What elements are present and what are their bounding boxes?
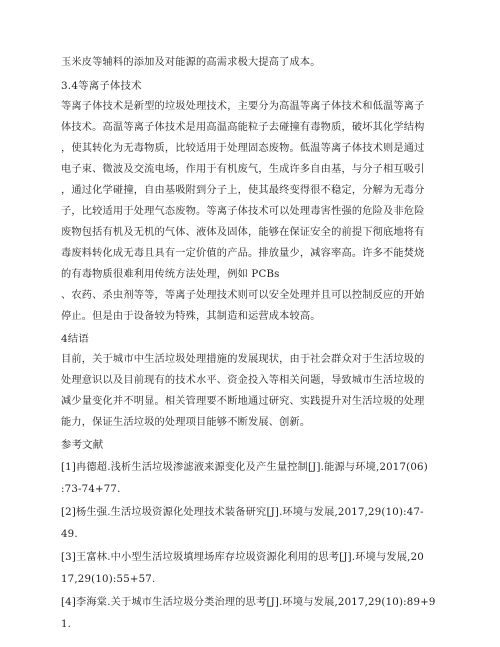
text-line: 停止。但是由于设备较为特殊，其制造和运营成本较高。 xyxy=(61,311,321,322)
text-line: 、农药、杀虫剂等等，等离子处理技术则可以安全处理并且可以控制反应的开始 xyxy=(61,290,425,301)
text-line: 电子束、微波及交流电场，作用于有机废气，生成许多自由基，与分子相互吸引 xyxy=(61,164,425,175)
reference-line: [1]冉德超.浅析生活垃圾渗滤液来源变化及产生量控制[J].能源与环境,2017(06) xyxy=(61,462,428,473)
reference-line: 17,29(10):55+57. xyxy=(61,574,156,585)
text-line: 处理意识以及目前现有的技术水平、资金投入等相关问题，导致城市生活垃圾的 xyxy=(61,375,425,386)
references-heading: 参考文献 xyxy=(61,439,104,451)
reference-line: :73-74+77. xyxy=(61,484,121,495)
reference-line: [2]杨生强.生活垃圾资源化处理技术装备研究[J].环境与发展,2017,29(10):47- xyxy=(61,507,424,518)
text-line: 体技术。高温等离子体技术是用高温高能粒子去碰撞有毒物质，破坏其化学结构 xyxy=(61,122,425,133)
text-line: 能力，保证生活垃圾的处理项目能够不断发展、创新。 xyxy=(61,417,311,428)
text-line: 废物包括有机及无机的气体、液体及固体，能够在保证安全的前提下彻底地将有 xyxy=(61,227,425,238)
text-line: 子，比较适用于处理气态废物。等离子体技术可以处理毒害性强的危险及非危险 xyxy=(61,206,425,217)
text-line: 等离子体技术是新型的垃圾处理技术，主要分为高温等离子体技术和低温等离子 xyxy=(61,101,425,112)
text-line: 玉米皮等辅料的添加及对能源的高需求极大提高了成本。 xyxy=(61,57,321,68)
text-line: 的有毒物质很难利用传统方法处理，例如 PCBs xyxy=(61,269,280,280)
text-line: ，使其转化为无毒物质，比较适用于处理固态废物。低温等离子体技术则是通过 xyxy=(61,143,425,154)
section-heading: 4结语 xyxy=(61,333,89,345)
text-line: 减少量变化并不明显。相关管理要不断地通过研究、实践提升对生活垃圾的处理 xyxy=(61,396,425,407)
reference-line: 1. xyxy=(61,619,72,630)
text-line: 毒废料转化成无毒且具有一定价值的产品。排放量少，减容率高。许多不能焚烧 xyxy=(61,248,425,259)
text-line: ，通过化学碰撞，自由基吸附到分子上，使其最终变得很不稳定，分解为无毒分 xyxy=(61,185,425,196)
reference-line: [4]李海棠.关于城市生活垃圾分类治理的思考[J].环境与发展,2017,29(10):89+9 xyxy=(61,597,436,608)
text-line: 目前，关于城市中生活垃圾处理措施的发展现状，由于社会群众对于生活垃圾的 xyxy=(61,354,425,365)
reference-line: 49. xyxy=(61,529,78,540)
section-heading: 3.4等离子体技术 xyxy=(61,80,142,92)
reference-line: [3]王富林.中小型生活垃圾填埋场库存垃圾资源化利用的思考[J].环境与发展,20 xyxy=(61,552,424,563)
